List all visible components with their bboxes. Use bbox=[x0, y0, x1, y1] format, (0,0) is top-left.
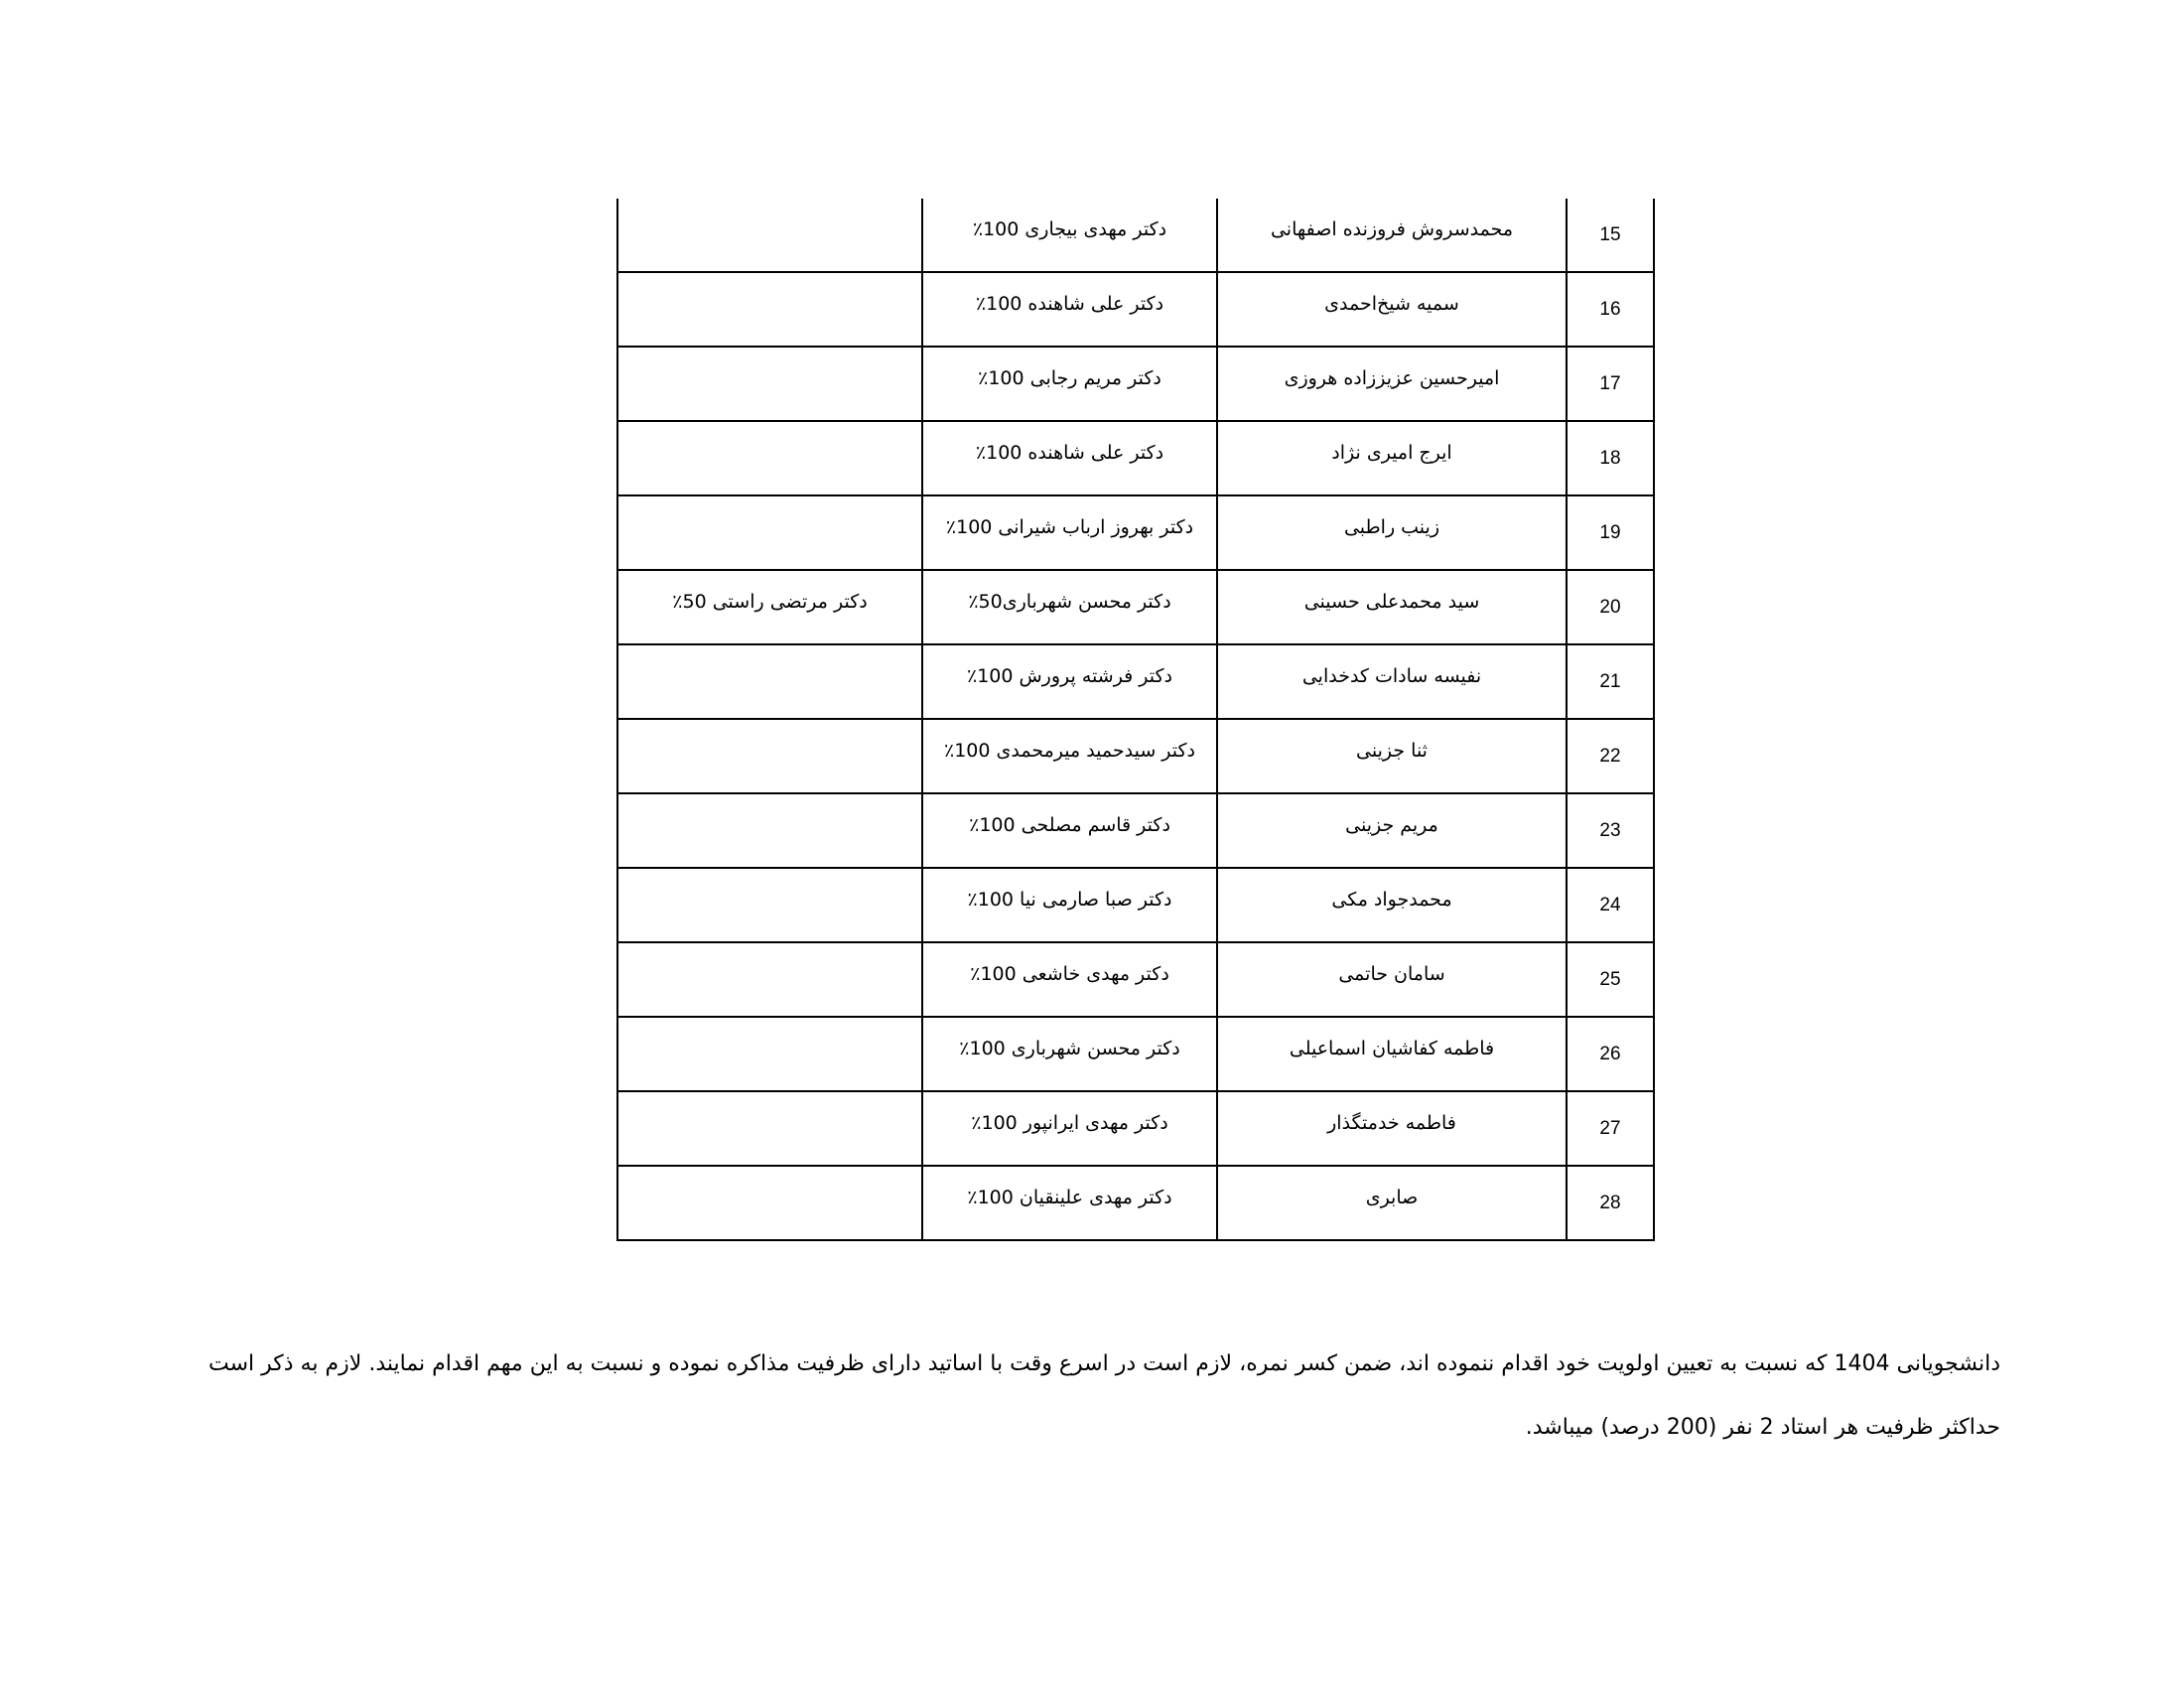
co-supervisor-cell bbox=[617, 868, 922, 942]
supervisor-text: دکتر محسن شهرباری 100٪ bbox=[959, 1037, 1180, 1059]
supervisor-cell bbox=[922, 868, 1217, 942]
supervisor-assignment-table bbox=[616, 199, 1655, 1241]
row-number-cell bbox=[1567, 1166, 1654, 1240]
student-name-cell bbox=[1217, 421, 1567, 495]
row-number-text: 26 bbox=[1599, 1043, 1621, 1064]
row-number-text: 24 bbox=[1599, 894, 1621, 915]
student-name-text: سید محمدعلی حسینی bbox=[1303, 590, 1480, 613]
table-row bbox=[617, 1166, 1654, 1240]
supervisor-cell bbox=[922, 1091, 1217, 1166]
student-name-text: سامان حاتمی bbox=[1338, 962, 1445, 985]
table-row bbox=[617, 793, 1654, 868]
notice-paragraph: دانشجویانی 1404 که نسبت به تعیین اولویت خود اقدام ننموده اند، ضمن کسر نمره، لازم است در اسرع وقت با اساتید دارای ظرفیت مذاکره نموده و نسبت به این مهم اقدام نمایند. لازم به ذکر است حداکثر ظرفیت هر استاد 2 نفر (200 درصد) میباشد. bbox=[208, 1351, 2000, 1440]
supervisor-text: دکتر بهروز ارباب شیرانی 100٪ bbox=[945, 515, 1194, 538]
co-supervisor-cell bbox=[617, 421, 922, 495]
supervisor-text: دکتر محسن شهرباری50٪ bbox=[968, 590, 1171, 613]
co-supervisor-cell bbox=[617, 495, 922, 570]
row-number-text: 27 bbox=[1599, 1117, 1621, 1139]
row-number-text: 23 bbox=[1599, 819, 1621, 841]
co-supervisor-text: دکتر مرتضی راستی 50٪ bbox=[672, 590, 868, 613]
supervisor-text: دکتر صبا صارمی نیا 100٪ bbox=[967, 888, 1172, 911]
table-body bbox=[617, 199, 1654, 1240]
row-number-cell bbox=[1567, 942, 1654, 1017]
table-row bbox=[617, 199, 1654, 272]
student-name-cell bbox=[1217, 347, 1567, 421]
supervisor-text: دکتر علی شاهنده 100٪ bbox=[975, 292, 1164, 315]
supervisor-cell bbox=[922, 793, 1217, 868]
row-number-text: 17 bbox=[1599, 372, 1621, 394]
row-number-cell bbox=[1567, 347, 1654, 421]
row-number-cell bbox=[1567, 421, 1654, 495]
table-row bbox=[617, 868, 1654, 942]
row-number-text: 22 bbox=[1599, 745, 1621, 767]
row-number-text: 21 bbox=[1599, 670, 1621, 692]
student-name-text: امیرحسین عزیززاده هروزی bbox=[1284, 366, 1500, 389]
table-row bbox=[617, 1091, 1654, 1166]
supervisor-cell bbox=[922, 495, 1217, 570]
supervisor-cell bbox=[922, 347, 1217, 421]
student-name-text: ایرج امیری نژاد bbox=[1331, 441, 1452, 464]
supervisor-cell bbox=[922, 421, 1217, 495]
row-number-text: 20 bbox=[1599, 596, 1621, 618]
supervisor-cell bbox=[922, 199, 1217, 272]
student-name-cell bbox=[1217, 1166, 1567, 1240]
student-name-cell bbox=[1217, 570, 1567, 644]
student-name-cell bbox=[1217, 719, 1567, 793]
table-row bbox=[617, 272, 1654, 347]
co-supervisor-cell bbox=[617, 272, 922, 347]
row-number-cell bbox=[1567, 719, 1654, 793]
student-name-text: نفیسه سادات کدخدایی bbox=[1301, 664, 1482, 687]
student-name-text: فاطمه خدمتگذار bbox=[1327, 1111, 1456, 1134]
supervisor-text: دکتر مهدی ایرانپور 100٪ bbox=[971, 1111, 1168, 1134]
student-name-text: محمدجواد مکی bbox=[1331, 888, 1452, 911]
table-row bbox=[617, 421, 1654, 495]
row-number-text: 19 bbox=[1599, 521, 1621, 543]
supervisor-text: دکتر علی شاهنده 100٪ bbox=[975, 441, 1164, 464]
supervisor-cell bbox=[922, 1166, 1217, 1240]
table-row bbox=[617, 644, 1654, 719]
supervisor-text: دکتر فرشته پرورش 100٪ bbox=[966, 664, 1173, 687]
co-supervisor-cell bbox=[617, 199, 922, 272]
row-number-cell bbox=[1567, 199, 1654, 272]
table-row bbox=[617, 719, 1654, 793]
row-number-cell bbox=[1567, 644, 1654, 719]
supervisor-cell bbox=[922, 570, 1217, 644]
student-name-text: فاطمه کفاشیان اسماعیلی bbox=[1289, 1037, 1495, 1059]
co-supervisor-cell bbox=[617, 570, 922, 644]
supervisor-text: دکتر سیدحمید میرمحمدی 100٪ bbox=[943, 739, 1196, 762]
row-number-cell bbox=[1567, 1017, 1654, 1091]
co-supervisor-cell bbox=[617, 793, 922, 868]
student-name-text: محمدسروش فروزنده اصفهانی bbox=[1270, 217, 1514, 240]
row-number-text: 16 bbox=[1599, 298, 1621, 320]
supervisor-cell bbox=[922, 719, 1217, 793]
co-supervisor-cell bbox=[617, 1017, 922, 1091]
table-row bbox=[617, 942, 1654, 1017]
row-number-cell bbox=[1567, 570, 1654, 644]
table-row bbox=[617, 347, 1654, 421]
co-supervisor-cell bbox=[617, 1091, 922, 1166]
table-row bbox=[617, 570, 1654, 644]
co-supervisor-cell bbox=[617, 1166, 922, 1240]
row-number-text: 18 bbox=[1599, 447, 1621, 469]
student-name-cell bbox=[1217, 1017, 1567, 1091]
row-number-cell bbox=[1567, 793, 1654, 868]
supervisor-text: دکتر مهدی علینقیان 100٪ bbox=[967, 1186, 1172, 1208]
student-name-text: زینب راطبی bbox=[1343, 515, 1440, 538]
row-number-text: 15 bbox=[1599, 223, 1621, 245]
student-name-text: سمیه شیخ‌احمدی bbox=[1324, 292, 1459, 315]
supervisor-cell bbox=[922, 272, 1217, 347]
supervisor-text: دکتر قاسم مصلحی 100٪ bbox=[969, 813, 1170, 836]
student-name-cell bbox=[1217, 868, 1567, 942]
supervisor-text: دکتر مهدی بیجاری 100٪ bbox=[972, 217, 1167, 240]
row-number-cell bbox=[1567, 1091, 1654, 1166]
row-number-text: 25 bbox=[1599, 968, 1621, 990]
co-supervisor-cell bbox=[617, 347, 922, 421]
table-row bbox=[617, 1017, 1654, 1091]
student-name-cell bbox=[1217, 199, 1567, 272]
student-name-cell bbox=[1217, 495, 1567, 570]
co-supervisor-cell bbox=[617, 719, 922, 793]
supervisor-cell bbox=[922, 1017, 1217, 1091]
row-number-text: 28 bbox=[1599, 1192, 1621, 1213]
row-number-cell bbox=[1567, 272, 1654, 347]
student-name-text: مریم جزینی bbox=[1345, 813, 1438, 836]
row-number-cell bbox=[1567, 495, 1654, 570]
student-name-cell bbox=[1217, 272, 1567, 347]
co-supervisor-cell bbox=[617, 644, 922, 719]
student-name-cell bbox=[1217, 793, 1567, 868]
student-name-cell bbox=[1217, 942, 1567, 1017]
student-name-cell bbox=[1217, 644, 1567, 719]
supervisor-cell bbox=[922, 644, 1217, 719]
supervisor-text: دکتر مریم رجابی 100٪ bbox=[978, 366, 1161, 389]
co-supervisor-cell bbox=[617, 942, 922, 1017]
row-number-cell bbox=[1567, 868, 1654, 942]
student-name-cell bbox=[1217, 1091, 1567, 1166]
supervisor-text: دکتر مهدی خاشعی 100٪ bbox=[970, 962, 1169, 985]
student-name-text: صابری bbox=[1365, 1186, 1419, 1208]
student-name-text: ثنا جزینی bbox=[1356, 739, 1428, 762]
supervisor-cell bbox=[922, 942, 1217, 1017]
table-row bbox=[617, 495, 1654, 570]
